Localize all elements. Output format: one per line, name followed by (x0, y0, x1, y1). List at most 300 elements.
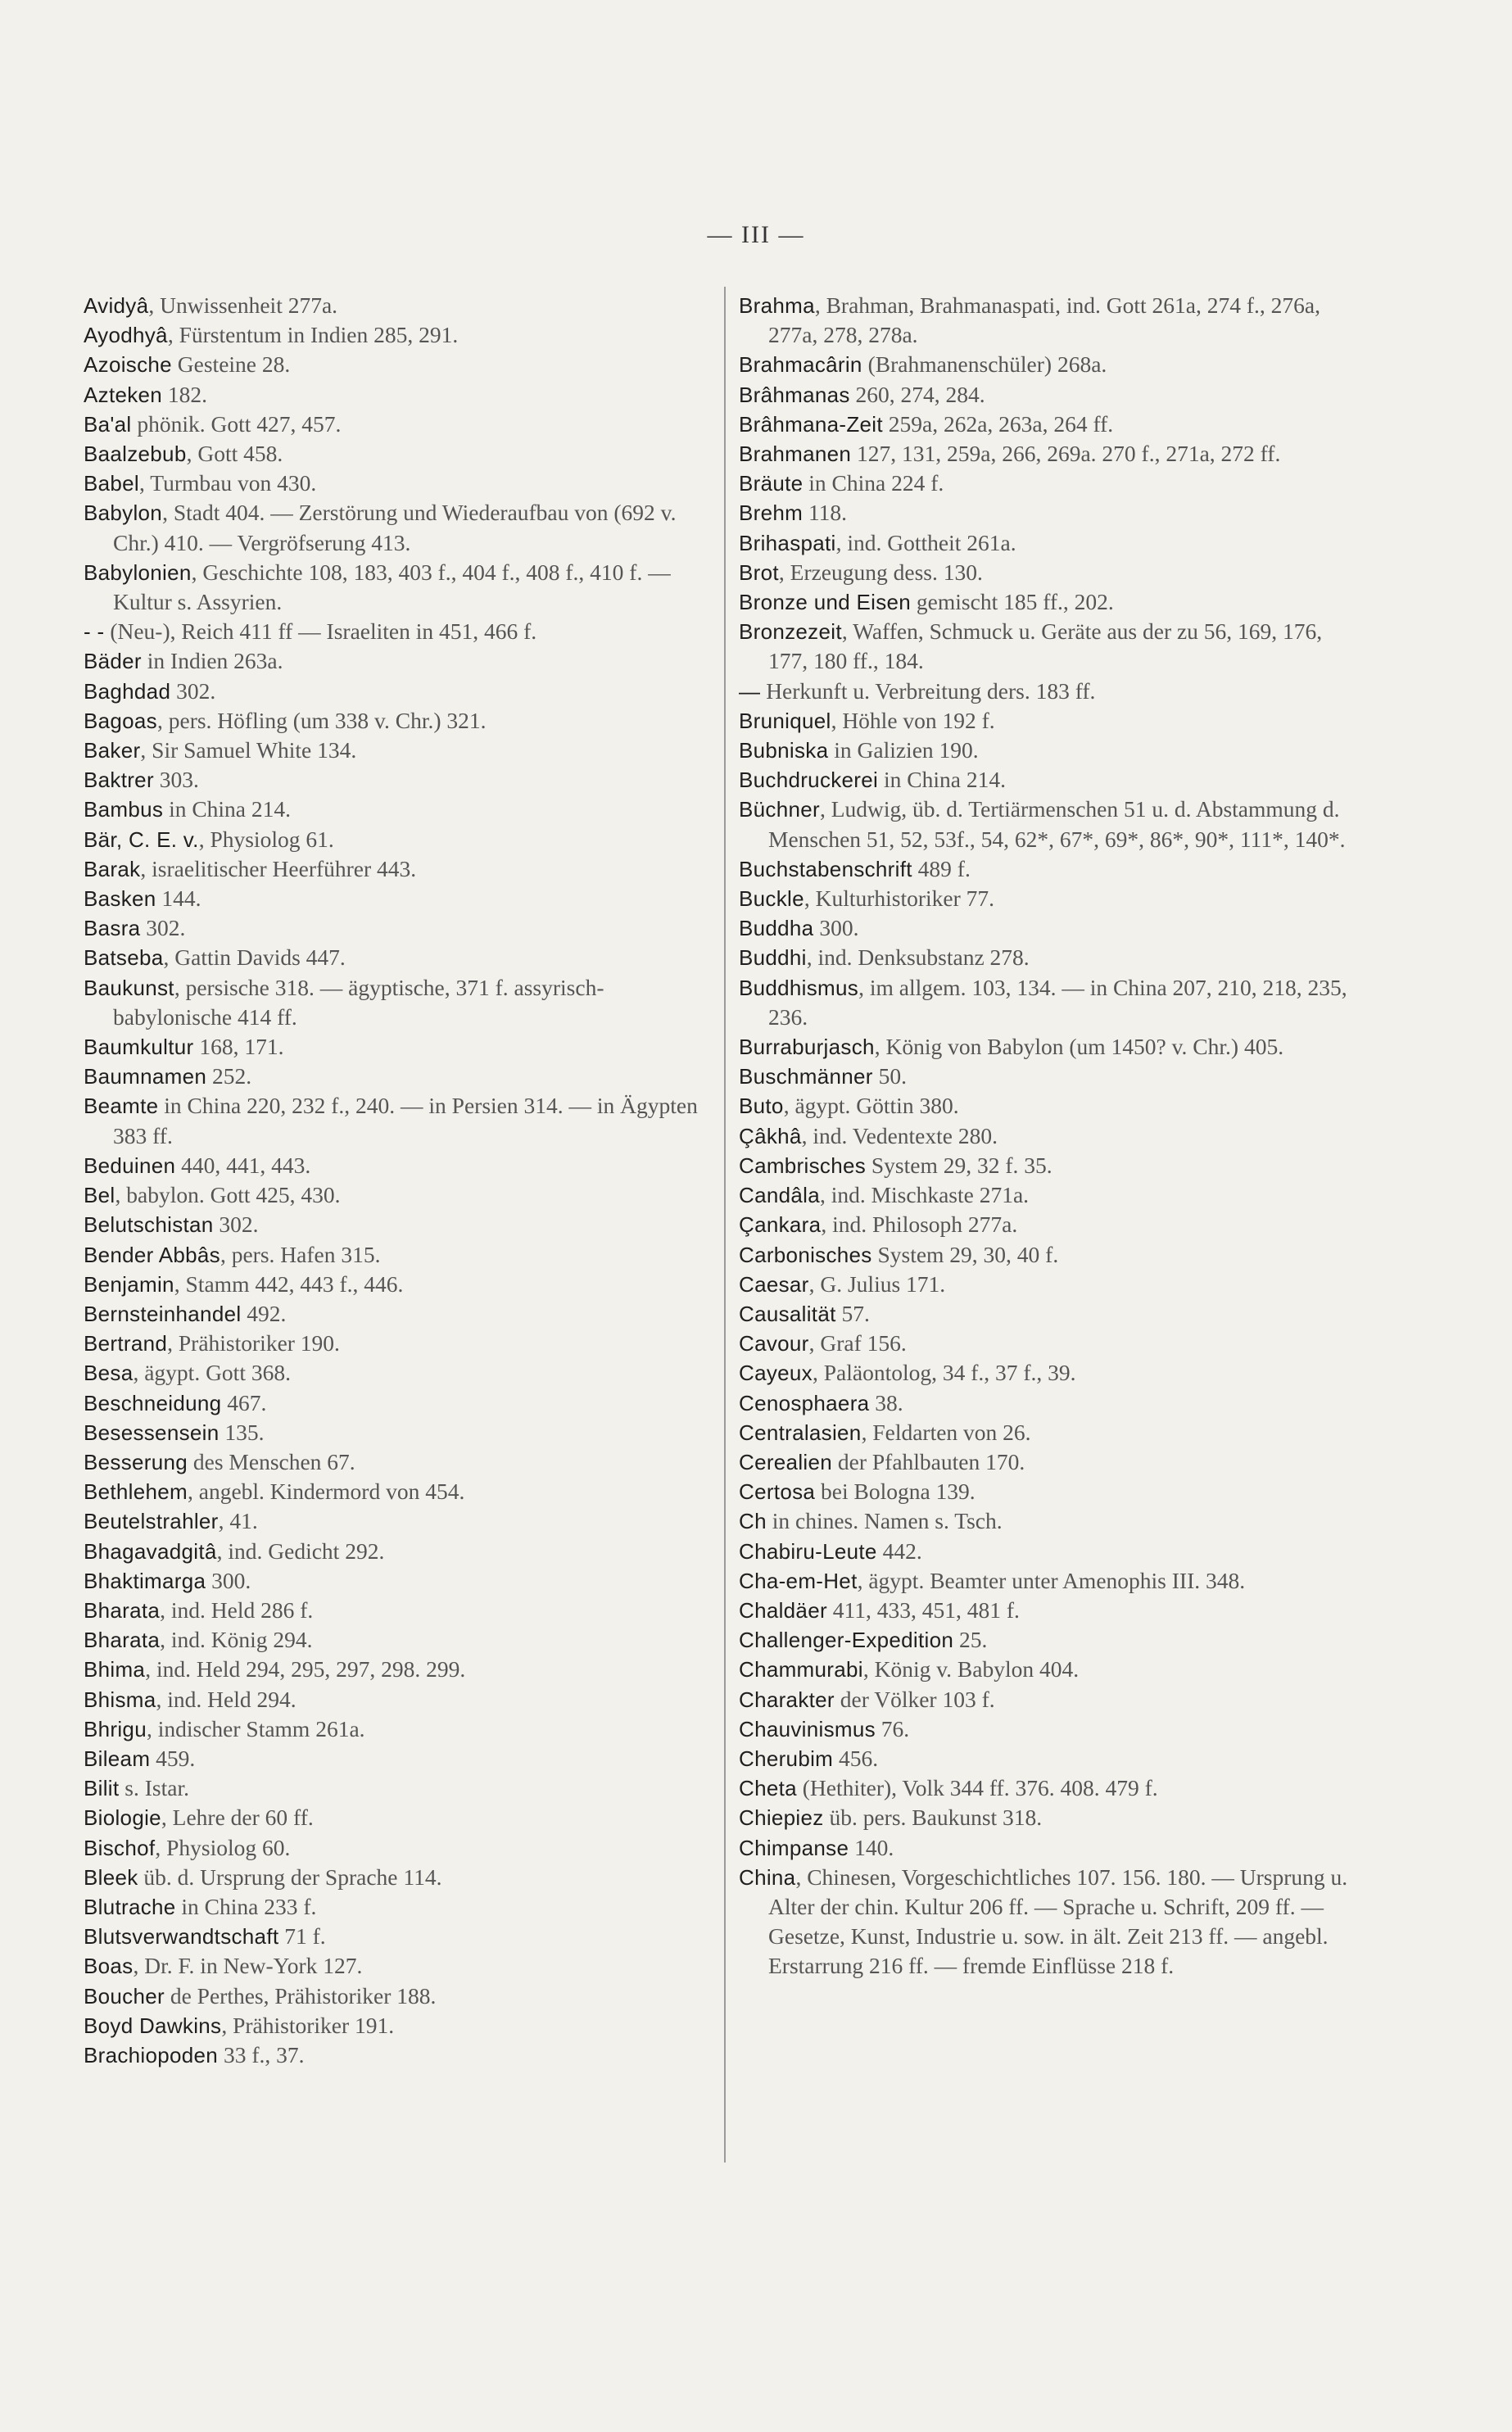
entry-headword: Bender Abbâs (84, 1242, 220, 1267)
entry-headword: Biologie (84, 1805, 161, 1831)
index-entry (739, 498, 1361, 528)
index-entry (739, 1299, 1361, 1329)
entry-references: (Hethiter), Volk 344 ff. 376. 408. 479 f. (796, 1775, 1158, 1801)
entry-references: , Dr. F. in New-York 127. (133, 1953, 363, 1979)
entry-references: , Paläontolog, 34 f., 37 f., 39. (812, 1360, 1076, 1386)
entry-headword: Bhima (84, 1657, 146, 1682)
entry-references: , Prähistoriker 190. (167, 1330, 340, 1356)
entry-headword: Buto (739, 1094, 784, 1119)
entry-headword: Charakter (739, 1687, 835, 1712)
index-entry (739, 1655, 1361, 1684)
entry-headword: — (739, 678, 761, 704)
index-column-left (84, 291, 714, 2070)
entry-headword: Ayodhyâ (84, 323, 168, 348)
entry-headword: Bhagavadgitâ (84, 1538, 217, 1564)
index-entry (739, 1685, 1361, 1714)
index-entry (739, 1714, 1361, 1744)
entry-references: 252. (206, 1063, 252, 1089)
entry-references: , im allgem. 103, 134. — in China 207, 210, 218, 235, 236. (768, 974, 1347, 1030)
entry-references: , Gattin Davids 447. (163, 944, 346, 971)
entry-headword: Ch (739, 1509, 767, 1534)
index-entry (84, 1833, 714, 1863)
index-entry (84, 1863, 714, 1892)
entry-headword: Bagoas (84, 708, 157, 733)
entry-references: 33 f., 37. (218, 2041, 305, 2067)
index-entry (84, 765, 714, 795)
index-entry (84, 1892, 714, 1922)
index-entry (739, 291, 1361, 350)
entry-references: , ind. Philosoph 277a. (821, 1211, 1018, 1238)
entry-references: in China 220, 232 f., 240. — in Persien 314. — in Ägypten 383 ff. (113, 1093, 698, 1148)
entry-references: phönik. Gott 427, 457. (131, 410, 342, 437)
entry-references: gemischt 185 ff., 202. (911, 589, 1114, 615)
entry-headword: Benjamin (84, 1271, 174, 1297)
entry-headword: Cheta (739, 1776, 797, 1801)
index-entry (84, 1062, 714, 1091)
index-entry (84, 558, 714, 617)
entry-references: 25. (953, 1627, 988, 1653)
entry-references: , König v. Babylon 404. (862, 1656, 1080, 1682)
entry-references: , G. Julius 171. (808, 1270, 946, 1297)
index-entry (739, 1210, 1361, 1239)
index-entry (84, 1210, 714, 1239)
entry-references: in China 224 f. (803, 470, 944, 496)
index-entry (739, 973, 1361, 1032)
index-entry (739, 1773, 1361, 1803)
entry-headword: Baukunst (84, 975, 174, 1000)
entry-references: , indischer Stamm 261a. (146, 1715, 365, 1741)
index-entry (84, 1032, 714, 1062)
entry-headword: Baghdad (84, 678, 171, 704)
entry-headword: Brahmanen (739, 442, 852, 467)
index-entry (84, 469, 714, 498)
entry-headword: Babylonien (84, 559, 192, 585)
entry-references: 38. (869, 1389, 903, 1415)
index-entry (739, 1506, 1361, 1536)
entry-headword: Bharata (84, 1628, 161, 1653)
entry-headword: Chabiru-Leute (739, 1538, 877, 1564)
index-entry (739, 528, 1361, 558)
index-entry (84, 2011, 714, 2040)
index-entry (739, 1833, 1361, 1863)
index-entry (84, 1358, 714, 1388)
entry-references: , Lehre der 60 ff. (161, 1805, 314, 1831)
entry-headword: Bhisma (84, 1687, 156, 1712)
index-entry (84, 1803, 714, 1832)
index-entry (739, 1803, 1361, 1832)
entry-references: des Menschen 67. (188, 1448, 355, 1474)
entry-references: 71 f. (278, 1923, 326, 1950)
index-entry (84, 706, 714, 736)
index-entry (739, 1329, 1361, 1358)
entry-headword: Bambus (84, 797, 164, 822)
entry-headword: Bischof (84, 1835, 156, 1860)
index-entry (84, 1685, 714, 1714)
index-entry (84, 973, 714, 1032)
entry-headword: Azteken (84, 382, 163, 407)
entry-headword: Chiepiez (739, 1805, 824, 1831)
index-entry (739, 1537, 1361, 1566)
entry-headword: Burraburjasch (739, 1035, 875, 1060)
page-header: — III — (707, 221, 805, 248)
entry-headword: Brot (739, 559, 779, 585)
index-entry (84, 854, 714, 884)
index-entry (84, 291, 714, 320)
entry-references: , Physiolog 60. (155, 1834, 291, 1860)
index-entry (739, 1240, 1361, 1270)
index-entry (84, 1091, 714, 1150)
index-entry (739, 1091, 1361, 1121)
entry-references: , Gott 458. (186, 441, 283, 467)
index-entry (84, 1477, 714, 1506)
entry-headword: Cavour (739, 1331, 809, 1356)
index-entry (739, 469, 1361, 498)
entry-headword: Azoische (84, 352, 172, 378)
entry-headword: Brehm (739, 500, 804, 526)
entry-references: 118. (803, 500, 848, 526)
index-entry (84, 1596, 714, 1625)
entry-references: , 41. (218, 1508, 258, 1534)
index-entry (84, 1151, 714, 1180)
entry-headword: Cambrisches (739, 1153, 867, 1178)
entry-headword: Bhaktimarga (84, 1568, 206, 1593)
index-entry (739, 1032, 1361, 1062)
entry-headword: Baumnamen (84, 1064, 207, 1089)
entry-references: 492. (241, 1300, 287, 1326)
index-column-right (739, 291, 1361, 1981)
entry-references: , ägypt. Beamter unter Amenophis III. 348. (857, 1567, 1246, 1593)
index-entry (739, 854, 1361, 884)
entry-references: Gesteine 28. (171, 351, 291, 378)
index-entry (84, 1388, 714, 1418)
column-divider (724, 287, 726, 2163)
entry-headword: Boas (84, 1954, 134, 1979)
entry-headword: Boyd Dawkins (84, 2013, 222, 2038)
entry-headword: Baker (84, 738, 141, 763)
entry-references: , Turmbau von 430. (139, 470, 317, 496)
entry-references: System 29, 30, 40 f. (871, 1241, 1059, 1267)
index-entry (739, 1180, 1361, 1210)
entry-references: der Völker 103 f. (834, 1686, 995, 1712)
entry-headword: Buddha (739, 916, 814, 941)
entry-references: 303. (153, 767, 199, 793)
entry-headword: Buddhi (739, 945, 807, 971)
entry-references: , ägypt. Göttin 380. (783, 1093, 959, 1119)
index-entry (739, 350, 1361, 379)
index-entry (739, 706, 1361, 736)
entry-headword: Barak (84, 856, 141, 881)
entry-references: , Geschichte 108, 183, 403 f., 404 f., 408 f., 410 f. — Kultur s. Assyrien. (113, 559, 671, 615)
entry-headword: Babylon (84, 500, 163, 526)
index-entry (84, 1418, 714, 1447)
entry-references: (Brahmanenschüler) 268a. (862, 351, 1107, 378)
index-entry (739, 1477, 1361, 1506)
entry-references: , Chinesen, Vorgeschichtliches 107. 156. 180. — Ursprung u. Alter der chin. Kultur 206 ff. — Sprache u. Schrift, 209 ff. — Gesetze, Kunst, Industrie u. sow. in ält. Zeit 213 ff. — angebl. Erstarrung 216 ff. — fremde Einflüsse 218 f. (768, 1864, 1348, 1979)
entry-headword: Çankara (739, 1212, 822, 1238)
entry-references: 57. (835, 1300, 870, 1326)
entry-references: 442. (876, 1538, 922, 1564)
index-entry (84, 1951, 714, 1981)
index-entry (84, 646, 714, 676)
entry-headword: Batseba (84, 945, 164, 971)
entry-headword: Bräute (739, 471, 804, 496)
entry-headword: Bronzezeit (739, 619, 842, 645)
entry-references: 168, 171. (193, 1034, 284, 1060)
index-entry (739, 1596, 1361, 1625)
entry-headword: Cha-em-Het (739, 1568, 858, 1593)
entry-references: 50. (872, 1063, 907, 1089)
index-entry (84, 825, 714, 854)
index-entry (84, 1299, 714, 1329)
index-entry (84, 884, 714, 913)
entry-headword: Buckle (739, 886, 804, 912)
index-entry (739, 884, 1361, 913)
entry-references: , Erzeugung dess. 130. (778, 559, 983, 585)
entry-headword: Cayeux (739, 1361, 813, 1386)
index-entry (739, 1744, 1361, 1773)
index-entry (84, 1744, 714, 1773)
entry-headword: Buddhismus (739, 975, 859, 1000)
entry-headword: Carbonisches (739, 1242, 872, 1267)
index-entry (84, 410, 714, 439)
index-entry (739, 1062, 1361, 1091)
index-entry (739, 558, 1361, 587)
entry-references: in Indien 263a. (141, 648, 283, 674)
entry-references: , König von Babylon (um 1450? v. Chr.) 405. (874, 1034, 1284, 1060)
index-entry (84, 617, 714, 646)
entry-headword: Boucher (84, 1983, 165, 2009)
entry-headword: Bubniska (739, 738, 829, 763)
index-entry (84, 1506, 714, 1536)
entry-references: , pers. Höfling (um 338 v. Chr.) 321. (156, 707, 487, 733)
entry-references: , ind. Gedicht 292. (216, 1538, 385, 1564)
entry-references: , Prähistoriker 191. (221, 2012, 395, 2038)
entry-headword: Basra (84, 916, 141, 941)
index-entry (739, 1418, 1361, 1447)
entry-references: 135. (219, 1419, 265, 1445)
index-entry (739, 1566, 1361, 1596)
entry-references: , ind. König 294. (160, 1627, 313, 1653)
index-entry (739, 587, 1361, 617)
entry-references: in China 233 f. (175, 1893, 317, 1919)
index-entry (84, 498, 714, 557)
index-entry (739, 1388, 1361, 1418)
entry-headword: Chaldäer (739, 1597, 827, 1623)
entry-references: in China 214. (163, 796, 292, 822)
entry-headword: Besserung (84, 1449, 188, 1474)
entry-headword: Cerealien (739, 1449, 832, 1474)
entry-headword: Bruniquel (739, 708, 831, 733)
entry-headword: Bär, C. E. v. (84, 827, 199, 852)
entry-references: 260, 274, 284. (849, 381, 985, 407)
entry-headword: Bel (84, 1183, 115, 1208)
index-entry (84, 1240, 714, 1270)
index-entry (739, 736, 1361, 765)
entry-references: , ind. Gottheit 261a. (835, 529, 1016, 555)
entry-headword: Chammurabi (739, 1657, 863, 1682)
entry-references: 302. (213, 1211, 259, 1238)
entry-references: üb. d. Ursprung der Sprache 114. (138, 1864, 442, 1890)
entry-references: 127, 131, 259a, 266, 269a. 270 f., 271a, 272 ff. (851, 441, 1281, 467)
index-entry (84, 1773, 714, 1803)
index-entry (739, 943, 1361, 972)
entry-headword: China (739, 1864, 796, 1890)
index-entry (84, 677, 714, 706)
entry-references: s. Istar. (119, 1775, 189, 1801)
index-entry (739, 1358, 1361, 1388)
entry-headword: Baumkultur (84, 1035, 194, 1060)
entry-references: (Neu-), Reich 411 ff — Israeliten in 451, 466 f. (104, 618, 537, 645)
entry-references: , ind. Denksubstanz 278. (806, 944, 1030, 971)
entry-references: 140. (849, 1834, 894, 1860)
index-entry (84, 795, 714, 824)
index-entry (739, 1270, 1361, 1299)
entry-references: 459. (150, 1745, 196, 1771)
entry-headword: Bileam (84, 1746, 151, 1771)
entry-references: , Feldarten von 26. (861, 1419, 1031, 1445)
entry-headword: Blutrache (84, 1894, 176, 1919)
entry-headword: Brahmacârin (739, 352, 862, 378)
entry-headword: Challenger-Expedition (739, 1628, 954, 1653)
entry-headword: Chauvinismus (739, 1716, 876, 1741)
entry-headword: Beamte (84, 1094, 159, 1119)
index-entry (739, 677, 1361, 706)
entry-headword: Bhrigu (84, 1716, 147, 1741)
entry-headword: Büchner (739, 797, 820, 822)
entry-headword: Brâhmanas (739, 382, 850, 407)
entry-references: 259a, 262a, 263a, 264 ff. (882, 410, 1114, 437)
entry-references: in China 214. (878, 767, 1006, 793)
index-entry (84, 2040, 714, 2070)
entry-references: de Perthes, Prähistoriker 188. (164, 1982, 437, 2009)
entry-headword: Bilit (84, 1776, 120, 1801)
index-entry (739, 1863, 1361, 1981)
entry-references: , ägypt. Gott 368. (133, 1360, 291, 1386)
entry-headword: Baalzebub (84, 442, 187, 467)
entry-references: , ind. Vedentexte 280. (801, 1122, 998, 1148)
entry-headword: Baktrer (84, 768, 154, 793)
entry-headword: Buschmänner (739, 1064, 873, 1089)
entry-headword: Brihaspati (739, 530, 836, 555)
entry-headword: Certosa (739, 1479, 816, 1505)
index-entry (739, 795, 1361, 854)
entry-headword: Bäder (84, 649, 142, 674)
entry-references: , babylon. Gott 425, 430. (115, 1182, 341, 1208)
index-entry (84, 380, 714, 410)
entry-headword: Beutelstrahler (84, 1509, 219, 1534)
entry-references: 300. (813, 915, 859, 941)
entry-headword: Bharata (84, 1597, 161, 1623)
entry-references: , ind. Held 286 f. (160, 1596, 314, 1623)
index-entry (84, 1655, 714, 1684)
entry-headword: Buchstabenschrift (739, 856, 912, 881)
entry-headword: Ba'al (84, 411, 132, 437)
entry-references: 411, 433, 451, 481 f. (826, 1596, 1020, 1623)
index-entry (739, 617, 1361, 676)
entry-references: , Höhle von 192 f. (831, 707, 995, 733)
entry-headword: Beschneidung (84, 1390, 222, 1415)
entry-references: System 29, 32 f. 35. (866, 1152, 1053, 1178)
entry-headword: Belutschistan (84, 1212, 214, 1238)
index-entry (84, 320, 714, 350)
index-entry (84, 1922, 714, 1951)
entry-references: , Physiolog 61. (198, 826, 334, 852)
entry-references: , Brahman, Brahmanaspati, ind. Gott 261a, 274 f., 276a, 277a, 278, 278a. (768, 292, 1320, 348)
entry-references: der Pfahlbauten 170. (832, 1448, 1025, 1474)
entry-references: üb. pers. Baukunst 318. (823, 1805, 1043, 1831)
entry-headword: Besessensein (84, 1420, 220, 1445)
entry-references: , Ludwig, üb. d. Tertiärmenschen 51 u. d. Abstammung d. Menschen 51, 52, 53f., 54, 62*, 67*, 69*, 86*, 90*, 111*, 140*. (768, 796, 1346, 852)
entry-headword: Brahma (739, 293, 815, 318)
entry-references: in Galizien 190. (828, 737, 979, 763)
entry-references: , angebl. Kindermord von 454. (188, 1479, 465, 1505)
index-entry (84, 943, 714, 972)
index-entry (84, 1447, 714, 1477)
entry-references: , Kulturhistoriker 77. (804, 885, 995, 912)
index-entry (739, 439, 1361, 469)
entry-headword: Avidyâ (84, 293, 149, 318)
index-entry (84, 439, 714, 469)
entry-references: bei Bologna 139. (815, 1479, 976, 1505)
entry-headword: Babel (84, 471, 139, 496)
index-entry (84, 1714, 714, 1744)
entry-references: , israelitischer Heerführer 443. (140, 855, 417, 881)
entry-headword: - - (84, 619, 105, 645)
index-entry (84, 1270, 714, 1299)
index-entry (84, 1537, 714, 1566)
entry-headword: Bethlehem (84, 1479, 188, 1505)
entry-headword: Bronze und Eisen (739, 590, 912, 615)
entry-references: 302. (170, 677, 216, 704)
index-entry (739, 1121, 1361, 1151)
entry-references: 302. (140, 915, 186, 941)
entry-references: , Waffen, Schmuck u. Geräte aus der zu 56, 169, 176, 177, 180 ff., 184. (768, 618, 1323, 674)
entry-headword: Blutsverwandtschaft (84, 1924, 279, 1950)
entry-headword: Bleek (84, 1864, 138, 1890)
entry-references: , pers. Hafen 315. (220, 1241, 381, 1267)
entry-references: in chines. Namen s. Tsch. (766, 1508, 1003, 1534)
entry-headword: Beduinen (84, 1153, 176, 1178)
index-entry (84, 1329, 714, 1358)
entry-references: 76. (875, 1715, 910, 1741)
entry-headword: Buchdruckerei (739, 768, 879, 793)
entry-references: , ind. Held 294. (156, 1686, 297, 1712)
index-entry (84, 1180, 714, 1210)
entry-references: Herkunft u. Verbreitung ders. 183 ff. (760, 677, 1096, 704)
entry-headword: Cherubim (739, 1746, 834, 1771)
entry-headword: Brachiopoden (84, 2042, 219, 2067)
index-entry (739, 913, 1361, 943)
entry-references: 440, 441, 443. (175, 1152, 311, 1178)
entry-references: 300. (206, 1567, 251, 1593)
entry-headword: Basken (84, 886, 156, 912)
entry-references: 182. (162, 381, 208, 407)
entry-references: , Stadt 404. — Zerstörung und Wiederaufbau von (692 v. Chr.) 410. — Vergröfserung 413. (113, 500, 677, 555)
index-entry (84, 1981, 714, 2011)
index-entry (84, 350, 714, 379)
index-entry (739, 1447, 1361, 1477)
entry-references: 467. (221, 1389, 267, 1415)
entry-headword: Cenosphaera (739, 1390, 870, 1415)
index-entry (739, 410, 1361, 439)
entry-headword: Besa (84, 1361, 134, 1386)
index-entry (84, 1566, 714, 1596)
entry-references: 489 f. (912, 855, 971, 881)
entry-references: , Fürstentum in Indien 285, 291. (167, 322, 459, 348)
index-entry (739, 765, 1361, 795)
entry-headword: Chimpanse (739, 1835, 849, 1860)
entry-headword: Bertrand (84, 1331, 168, 1356)
